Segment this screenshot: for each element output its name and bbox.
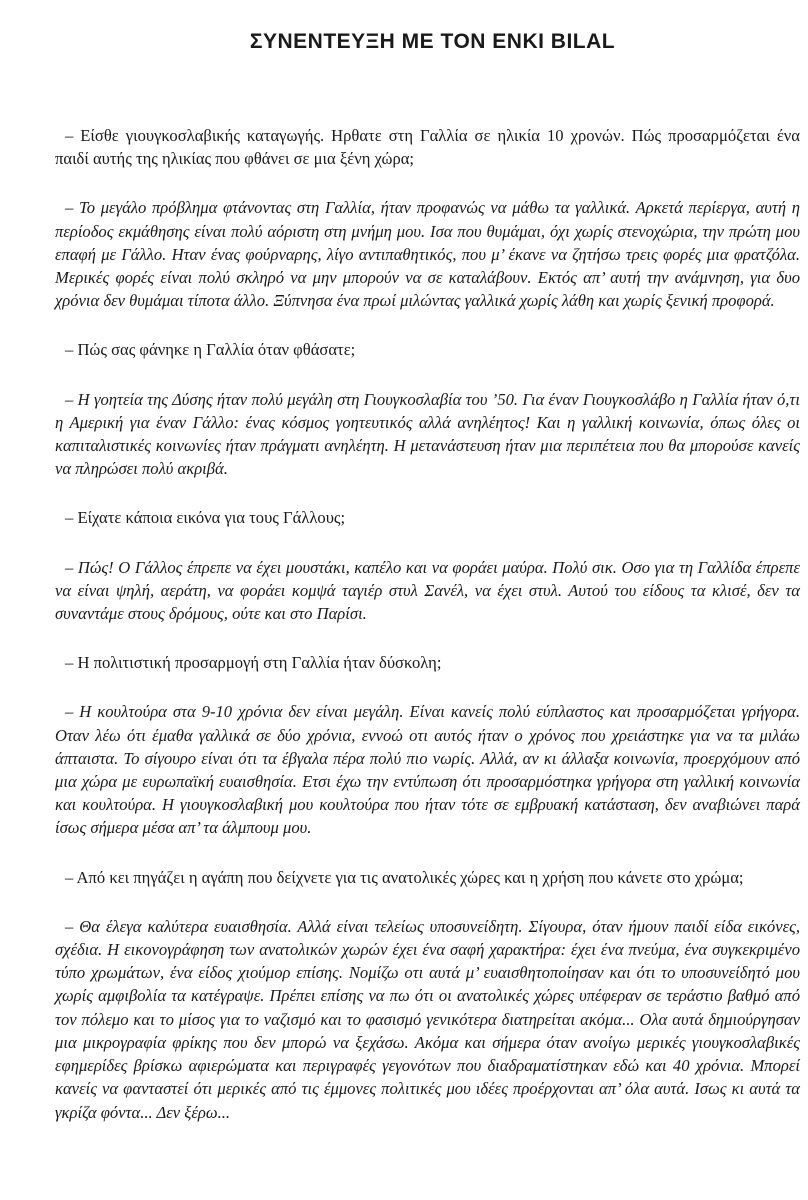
page-title	[55, 30, 800, 54]
answer-paragraph: – Η γοητεία της Δύσης ήταν πολύ μεγάλη στη Γιουγκοσλαβία του ’50. Για έναν Γιουγκοσλάβο η Γαλλία ήταν ό,τι η Αμερική για έναν Γάλλο: ένας κόσμος γοητευτικός αλλά ανηλέητος! Και η γαλλική κοινωνία, όπως όλες οι καπιταλιστικές κοινωνίες ήταν πράγματι ανηλέητη. Η μετανάστευση ήταν μια περιπέτεια που θα μπορούσε κανείς να πληρώσει πολύ ακριβά.	[55, 389, 800, 479]
answer-paragraph: – Το μεγάλο πρόβλημα φτάνοντας στη Γαλλία, ήταν προφανώς να μάθω τα γαλλικά. Αρκετά περίεργα, αυτή η περίοδος εκμάθησης είναι πολύ αόριστη στη μνήμη μου. Ισα που θυμάμαι, όχι χωρίς στενοχώρια, την πρώτη μου επαφή με Γάλλο. Ηταν ένας φούρναρης, λίγο αντιπαθητικός, που μ’ έκανε να ζητήσω τρεις φορές μια φρατζόλα. Μερικές φορές είναι πολύ σκληρό να μην μπορούν να σε καταλάβουν. Εκτός απ’ αυτή την ανάμνηση, για δυο χρόνια δεν θυμάμαι τίποτα άλλο. Ξύπνησα ένα πρωί μιλώντας γαλλικά χωρίς λάθη και χωρίς ξενική προφορά.	[55, 198, 800, 311]
question-paragraph: – Από κει πηγάζει η αγάπη που δείχνετε για τις ανατολικές χώρες και η χρήση που κάνετε στο χρώμα;	[65, 867, 744, 887]
document-page	[55, 30, 800, 1124]
answer-paragraph: – Θα έλεγα καλύτερα ευαισθησία. Αλλά είναι τελείως υποσυνείδητη. Σίγουρα, όταν ήμουν παιδί είδα εικόνες, σχέδια. Η εικονογράφηση των ανατολικών χωρών έχει ένα σαφή χαρακτήρα: έχει ένα πνεύμα, ένα συγκεκριμένο τύπο χρωμάτων, ένα είδος χιούμορ επίσης. Νομίζω οτι αυτά μ’ ευαισθητοποίησαν και ότι το υποσυνείδητό μου χωρίς αμφιβολία τα κατέγραψε. Πρέπει επίσης να πω ότι οι ανατολικές χώρες υπέφεραν σε τεράστιο βαθμό από τον πόλεμο και το μίσος για το ναζισμό και το φασισμό γενικότερα διατηρείται ακόμα... Ολα αυτά δημιούργησαν μια μικρογραφία φρίκης που δεν μπορώ να ξεχάσω. Ακόμα και σήμερα όταν ανοίγω μερικές γιουγκοσλαβικές εφημερίδες βρίσκω αφιερώματα και περιγραφές γεγονότων που διαδραματίστηκαν εδώ και 40 χρόνια. Μπορεί κανείς να φανταστεί ότι μερικές από τις έμμονες πολιτικές μου ιδέες προέρχονται απ’ όλα αυτά. Ισως κι αυτά τα γκρίζα φόντα... Δεν ξέρω...	[55, 916, 800, 1122]
interview-body	[55, 124, 800, 1124]
question-paragraph: – Είχατε κάποια εικόνα για τους Γάλλους;	[65, 508, 346, 528]
answer-paragraph: – Η κουλτούρα στα 9-10 χρόνια δεν είναι μεγάλη. Είναι κανείς πολύ εύπλαστος και προσαρμόζεται γρήγορα. Οταν λέω ότι έμαθα γαλλικά σε δύο χρόνια, εννοώ οτι αυτός ήταν ο χρόνος που χρειάστηκε για να τα μιλάω άπταιστα. Το σίγουρο είναι ότι τα έβγαλα πέρα πολύ πιο νωρίς. Αλλά, αν κι άλλαξα κοινωνία, προερχόμουν από μια χώρα με ευρωπαϊκή ευαισθησία. Ετσι έχω την εντύπωση ότι προσαρμόστηκα γρήγορα στη γαλλική κοινωνία και κουλτούρα. Η γιουγκοσλαβική μου κουλτούρα που ήταν τότε σε εμβρυακή κατάσταση, δεν αναβιώνει παρά ίσως σήμερα μέσα απ’ τα άλμπουμ μου.	[55, 702, 800, 838]
title-name: ENKI BILAL	[492, 30, 616, 53]
question-paragraph: – Πώς σας φάνηκε η Γαλλία όταν φθάσατε;	[65, 340, 356, 360]
question-paragraph: – Η πολιτιστική προσαρμογή στη Γαλλία ήταν δύσκολη;	[65, 653, 442, 673]
title-prefix: ΣΥΝΕΝΤΕΥΞΗ ΜΕ ΤΟΝ	[249, 30, 493, 53]
answer-paragraph: – Πώς! Ο Γάλλος έπρεπε να έχει μουστάκι, καπέλο και να φοράει μαύρα. Πολύ σικ. Οσο για τη Γαλλίδα έπρεπε να είναι ψηλή, αεράτη, να φοράει κομψά ταγιέρ στυλ Σανέλ, να έχει στυλ. Αυτού του είδους τα κλισέ, δεν τα συναντάμε στους δρόμους, ούτε και στο Παρίσι.	[55, 557, 800, 624]
question-paragraph: – Είσθε γιουγκοσλαβικής καταγωγής. Ηρθατε στη Γαλλία σε ηλικία 10 χρονών. Πώς προσαρμόζεται ένα παιδί αυτής της ηλικίας που φθάνει σε μια ξένη χώρα;	[55, 126, 800, 169]
